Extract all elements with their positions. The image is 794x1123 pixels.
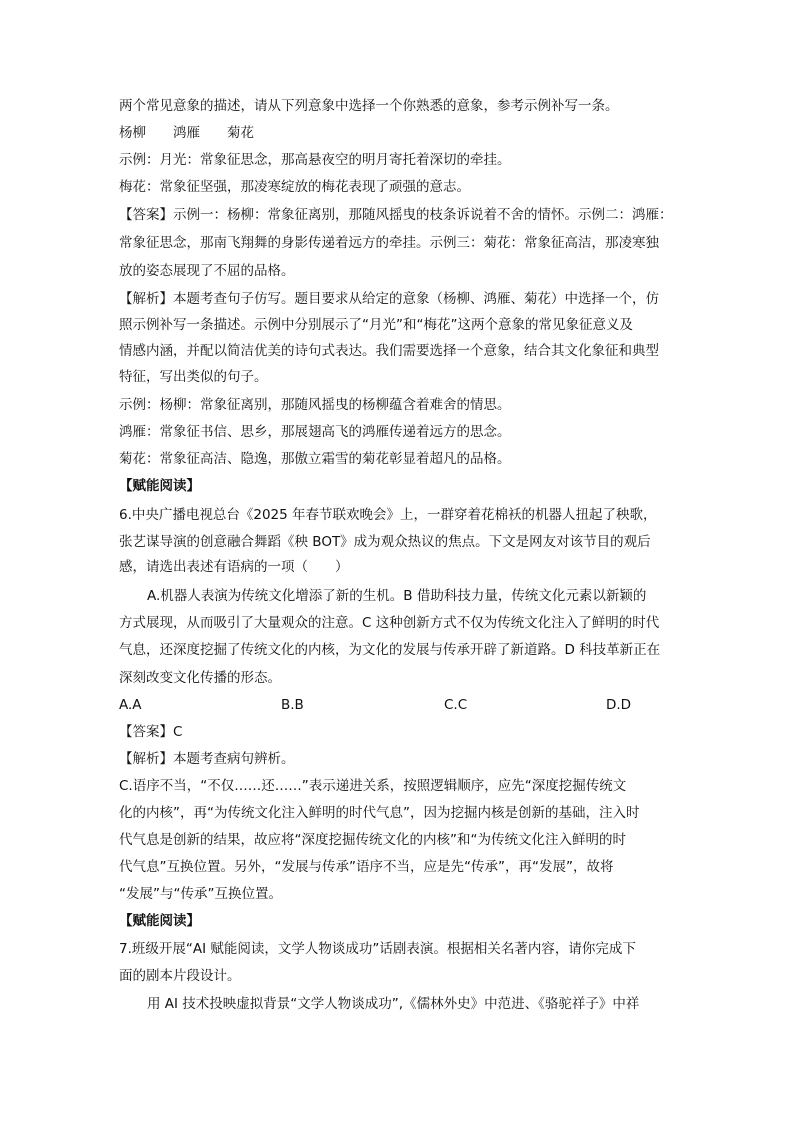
q5-analysis-line: 情感内涵，并配以简洁优美的诗句式表达。我们需要选择一个意象，结合其文化象征和典型 (119, 343, 659, 359)
section-label: 【赋能阅读】 (119, 478, 200, 494)
q5-analysis-line: 菊花：常象征高洁、隐逸，那傲立霜雪的菊花彰显着超凡的品格。 (119, 451, 511, 467)
q6-analysis-line: “发展”与“传承”互换位置。 (119, 886, 282, 902)
q6-analysis-line: C.语序不当，“不仅……还……”表示递进关系，按照逻辑顺序，应先“深度挖掘传统文 (119, 778, 627, 794)
q5-answer-line: 常象征思念，那南飞翔舞的身影传递着远方的牵挂。示例三：菊花：常象征高洁，那凌寒独 (119, 235, 659, 251)
q6-passage-line: 深刻改变文化传播的形态。 (119, 670, 281, 686)
q5-choices: 杨柳 鸿雁 菊花 (119, 125, 254, 141)
q6-analysis-line: 代气息是创新的结果，故应将“深度挖掘传统文化的内核”和“为传统文化注入鲜明的时 (119, 832, 626, 848)
q5-analysis-line: 照示例补写一条描述。示例中分别展示了“月光”和“梅花”这两个意象的常见象征意义及 (119, 317, 633, 333)
q5-analysis-line: 【解析】本题考查句子仿写。题目要求从给定的意象（杨柳、鸿雁、菊花）中选择一个，仿 (119, 291, 659, 307)
option-b[interactable]: B.B (281, 697, 304, 713)
q6-analysis-line: 代气息”互换位置。另外，“发展与传承”语序不当，应是先“传承”，再“发展”，故将 (119, 859, 614, 875)
q7-stem-line: 7.班级开展“AI 赋能阅读，文学人物谈成功”话剧表演。根据相关名著内容，请你完成下 (119, 941, 636, 957)
option-c[interactable]: C.C (444, 697, 468, 713)
q5-example-plum: 梅花：常象征坚强，那凌寒绽放的梅花表现了顽强的意志。 (119, 179, 470, 195)
q5-answer-line: 【答案】示例一：杨柳：常象征离别，那随风摇曳的枝条诉说着不舍的情怀。示例二：鸿雁： (119, 207, 673, 223)
q7-stem-line: 面的剧本片段设计。 (119, 968, 241, 984)
q5-intro: 两个常见意象的描述，请从下列意象中选择一个你熟悉的意象，参考示例补写一条。 (119, 98, 619, 114)
q5-analysis-line: 示例：杨柳：常象征离别，那随风摇曳的杨柳蕴含着难舍的情思。 (119, 397, 511, 413)
q6-analysis-line: 【解析】本题考查病句辨析。 (119, 751, 295, 767)
q7-passage-line: 用 AI 技术投映虚拟背景“文学人物谈成功”,《儒林外史》中范进、《骆驼祥子》中祥 (147, 996, 640, 1012)
q5-example-moon: 示例：月光：常象征思念，那高悬夜空的明月寄托着深切的牵挂。 (119, 152, 511, 168)
q6-stem-line: 6.中央广播电视总台《2025 年春节联欢晚会》上，一群穿着花棉袄的机器人扭起了秧歌， (119, 507, 657, 523)
q6-passage-line: A.机器人表演为传统文化增添了新的生机。B 借助科技力量，传统文化元素以新颖的 (147, 588, 647, 604)
option-a[interactable]: A.A (119, 697, 142, 713)
q6-answer: 【答案】C (119, 724, 183, 740)
q6-stem-line: 张艺谋导演的创意融合舞蹈《秧 BOT》成为观众热议的焦点。下文是网友对该节目的观后 (119, 534, 651, 550)
q5-answer-line: 放的姿态展现了不屈的品格。 (119, 263, 295, 279)
q6-passage-line: 气息，还深度挖掘了传统文化的内核，为文化的发展与传承开辟了新道路。D 科技革新正在 (119, 642, 661, 658)
q6-analysis-line: 化的内核”，再“为传统文化注入鲜明的时代气息”，因为挖掘内核是创新的基础，注入时 (119, 805, 640, 821)
q5-analysis-line: 特征，写出类似的句子。 (119, 369, 268, 385)
section-label: 【赋能阅读】 (119, 913, 200, 929)
q5-analysis-line: 鸿雁：常象征书信、思乡，那展翅高飞的鸿雁传递着远方的思念。 (119, 424, 511, 440)
option-d[interactable]: D.D (606, 697, 632, 713)
q6-passage-line: 方式展现，从而吸引了大量观众的注意。C 这种创新方式不仅为传统文化注入了鲜明的时代 (119, 615, 660, 631)
q6-stem-line: 感，请选出表述有语病的一项（ ） (119, 559, 349, 575)
